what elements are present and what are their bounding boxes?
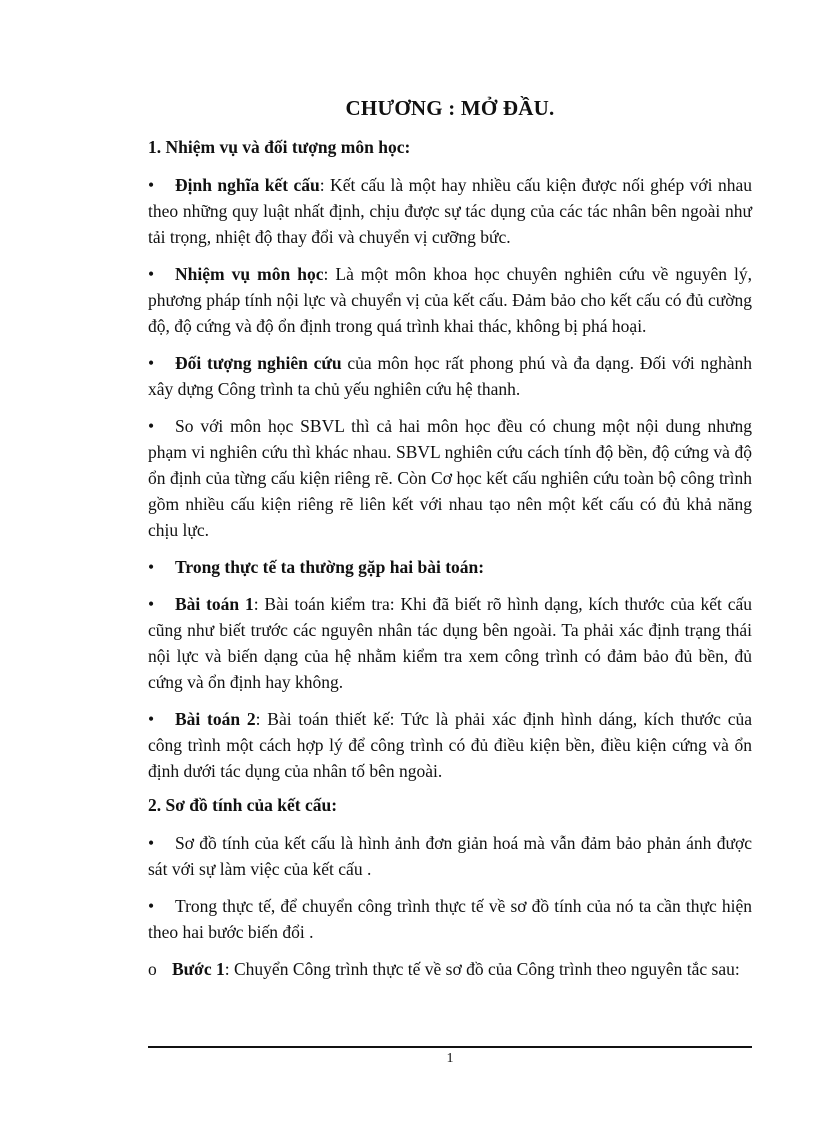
bullet-icon: • bbox=[148, 833, 155, 853]
bullet-icon: • bbox=[148, 175, 155, 195]
paragraph-comparison bbox=[148, 413, 752, 543]
paragraph-text: Sơ đồ tính của kết cấu là hình ảnh đơn giản hoá mà vẫn đảm bảo phản ánh được sát với sự làm việc của kết cấu . bbox=[148, 833, 752, 879]
paragraph-text: của môn học rất phong phú và đa dạng. Đối với nghành xây dựng Công trình ta chủ yếu nghiên cứu hệ thanh. bbox=[148, 353, 752, 399]
paragraph-problem-2 bbox=[148, 706, 752, 784]
paragraph-scheme-definition bbox=[148, 830, 752, 882]
paragraph-problem-1 bbox=[148, 591, 752, 695]
term-step-1: Bước 1 bbox=[172, 959, 225, 979]
term-task: Nhiệm vụ môn học bbox=[175, 264, 324, 284]
paragraph-step-1 bbox=[148, 956, 752, 982]
footer-divider bbox=[148, 1046, 752, 1048]
circle-bullet-icon: o bbox=[148, 959, 157, 979]
bullet-icon: • bbox=[148, 353, 155, 373]
paragraph-text: : Kết cấu là một hay nhiều cấu kiện được nối ghép với nhau theo những quy luật nhất định, chịu được sự tác dụng của các tác nhân bên ngoài như tải trọng, nhiệt độ thay đổi và chuyển vị cưỡng bức. bbox=[148, 175, 752, 247]
paragraph-text: Trong thực tế, để chuyển công trình thực tế về sơ đồ tính của nó ta cần thực hiện theo hai bước biến đổi . bbox=[148, 896, 752, 942]
paragraph-two-steps bbox=[148, 893, 752, 945]
bullet-icon: • bbox=[148, 594, 155, 614]
paragraph-two-problems bbox=[148, 554, 752, 580]
paragraph-task bbox=[148, 261, 752, 339]
term-object: Đối tượng nghiên cứu bbox=[175, 353, 342, 373]
bullet-icon: • bbox=[148, 896, 155, 916]
paragraph-text: : Bài toán thiết kế: Tức là phải xác định hình dáng, kích thước của công trình một cách hợp lý để công trình có đủ điều kiện bền, điều kiện cứng và ổn định dưới tác dụng của nhân tố bên ngoài. bbox=[148, 709, 752, 781]
paragraph-text: So với môn học SBVL thì cả hai môn học đều có chung một nội dung nhưng phạm vi nghiên cứu thì khác nhau. SBVL nghiên cứu cách tính độ bền, độ cứng và độ ổn định của từng cấu kiện riêng rẽ. Còn Cơ học kết cấu nghiên cứu toàn bộ công trình gồm nhiều cấu kiện riêng rẽ liên kết với nhau tạo nên một kết cấu có đủ khả năng chịu lực. bbox=[148, 416, 752, 540]
document-page bbox=[148, 96, 752, 993]
bullet-icon: • bbox=[148, 264, 155, 284]
paragraph-definition bbox=[148, 172, 752, 250]
term-problem-2: Bài toán 2 bbox=[175, 709, 256, 729]
term-definition: Định nghĩa kết cấu bbox=[175, 175, 320, 195]
section-2-heading: 2. Sơ đồ tính của kết cấu: bbox=[148, 795, 338, 815]
bullet-icon: • bbox=[148, 557, 155, 577]
paragraph-text: : Chuyển Công trình thực tế về sơ đồ của Công trình theo nguyên tắc sau: bbox=[224, 959, 740, 979]
chapter-title: CHƯƠNG : MỞ ĐẦU. bbox=[345, 96, 555, 120]
term-problem-1: Bài toán 1 bbox=[175, 594, 254, 614]
paragraph-text: : Bài toán kiểm tra: Khi đã biết rõ hình dạng, kích thước của kết cấu cũng như biết trước các nguyên nhân tác dụng bên ngoài. Ta phải xác định trạng thái nội lực và biến dạng của hệ nhằm kiểm tra xem công trình có đảm bảo đủ bền, đủ cứng và ổn định hay không. bbox=[148, 594, 752, 692]
section-1-heading: 1. Nhiệm vụ và đối tượng môn học: bbox=[148, 137, 411, 157]
page-number: 1 bbox=[446, 1051, 454, 1066]
term-two-problems: Trong thực tế ta thường gặp hai bài toán: bbox=[175, 557, 485, 577]
bullet-icon: • bbox=[148, 416, 155, 436]
bullet-icon: • bbox=[148, 709, 155, 729]
paragraph-text: : Là một môn khoa học chuyên nghiên cứu về nguyên lý, phương pháp tính nội lực và chuyển vị của kết cấu. Đảm bảo cho kết cấu có đủ cường độ, độ cứng và độ ổn định trong quá trình khai thác, không bị phá hoại. bbox=[148, 264, 752, 336]
paragraph-object bbox=[148, 350, 752, 402]
